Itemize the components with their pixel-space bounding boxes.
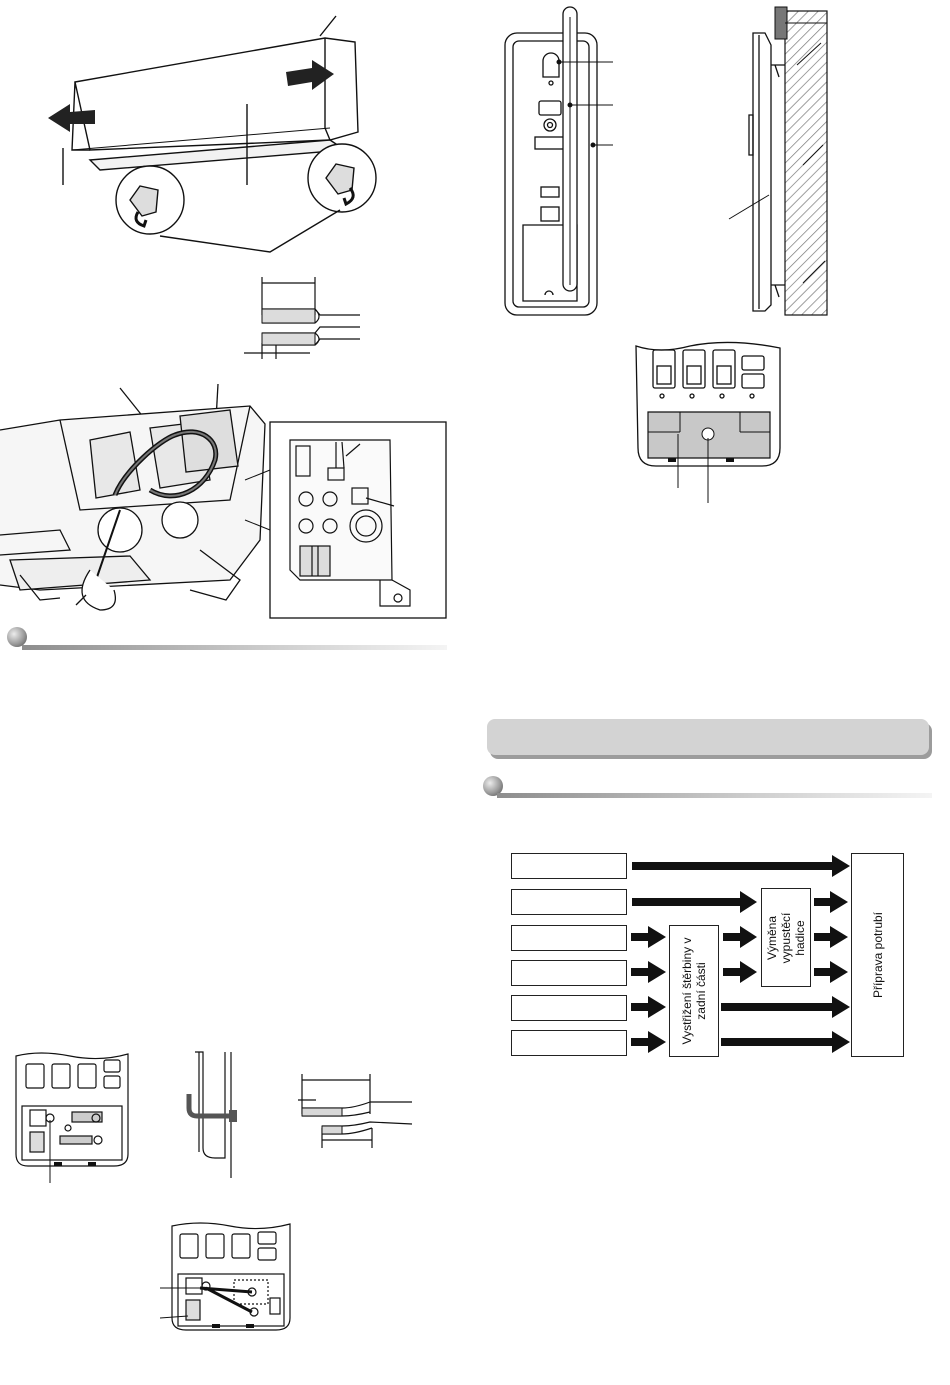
flow-step-drain-label: Výměna vypustěcí hadice (765, 912, 807, 963)
flowchart (510, 852, 905, 1062)
figure-wire-strip-bottom (292, 1070, 417, 1160)
flow-step-pipe-label: Příprava potrubí (870, 911, 885, 999)
section-rule (22, 645, 447, 650)
figure-remote-holder-side (715, 5, 845, 325)
flow-arrows (510, 852, 905, 1062)
figure-indoor-unit-panel (0, 0, 470, 265)
figure-remote-wiring-2 (160, 1218, 300, 1348)
figure-remote-holder-front (495, 5, 620, 325)
section-rule (497, 793, 932, 798)
section-bullet-icon (7, 627, 27, 647)
flow-step-cut-label: Vystřižení štěrbiny v zadní části (680, 937, 708, 1045)
section-banner (487, 719, 929, 755)
figure-remote-side-cable (175, 1048, 245, 1178)
figure-remote-battery-cover (620, 338, 795, 503)
figure-remote-wiring-1 (10, 1048, 135, 1183)
figure-wire-strip-top (240, 275, 370, 365)
figure-terminal-wiring (0, 380, 450, 620)
